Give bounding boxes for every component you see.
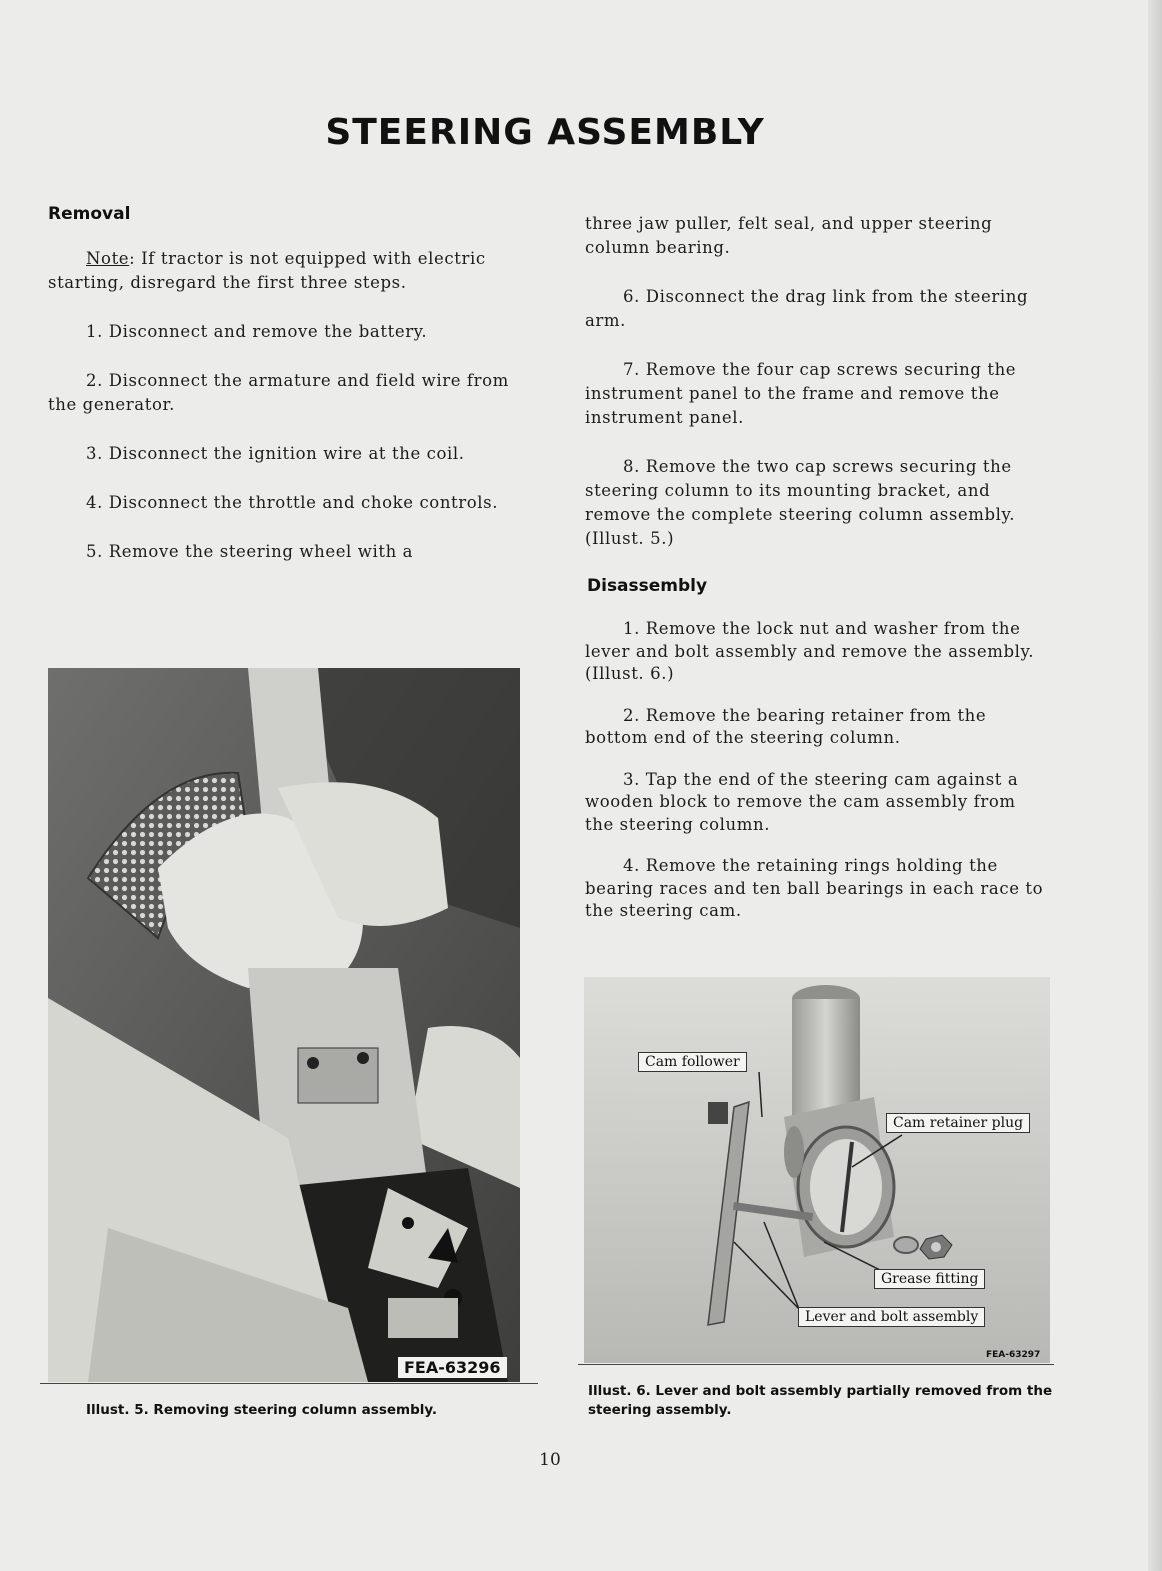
illust-6-rule	[578, 1364, 1054, 1365]
page-number: 10	[539, 1450, 561, 1470]
disassembly-step-3: 3. Tap the end of the steering cam against a wooden block to remove the cam assembly from the steering column.	[585, 769, 1019, 834]
disassembly-step-2: 2. Remove the bearing retainer from the bottom end of the steering column.	[585, 705, 987, 747]
removal-step-2: 2. Disconnect the armature and field wire from the generator.	[48, 371, 509, 414]
removal-step-3: 3. Disconnect the ignition wire at the coil.	[86, 444, 465, 463]
disassembly-column	[585, 618, 1045, 942]
illust-5-figure-id: FEA-63296	[398, 1357, 507, 1378]
page-edge	[1148, 0, 1162, 1571]
disassembly-heading: Disassembly	[587, 576, 708, 596]
page-title: STEERING ASSEMBLY	[325, 112, 765, 153]
removal-step-5-part-2: three jaw puller, felt seal, and upper steering column bearing.	[585, 214, 993, 257]
removal-step-6: 6. Disconnect the drag link from the steering arm.	[585, 287, 1029, 330]
callout-cam-retainer-plug: Cam retainer plug	[886, 1113, 1030, 1133]
removal-step-1: 1. Disconnect and remove the battery.	[86, 322, 428, 341]
note-text: : If tractor is not equipped with electric starting, disregard the first three steps.	[48, 249, 486, 292]
illust-5-caption: Illust. 5. Removing steering column assembly.	[86, 1402, 438, 1418]
callout-grease-fitting: Grease fitting	[874, 1269, 985, 1289]
illust-6-photo	[584, 977, 1050, 1363]
illust-6-figure-id: FEA-63297	[986, 1350, 1041, 1360]
illust-6-caption: Illust. 6. Lever and bolt assembly partially removed from the steering assembly.	[588, 1383, 1053, 1418]
illust-6-drawing	[584, 977, 1050, 1363]
callout-lever-and-bolt-assembly: Lever and bolt assembly	[798, 1307, 985, 1327]
removal-left-column	[48, 247, 518, 589]
callout-cam-follower: Cam follower	[638, 1052, 747, 1072]
illust-5-rule	[40, 1383, 538, 1384]
removal-step-7: 7. Remove the four cap screws securing the instrument panel to the frame and remove the instrument panel.	[585, 360, 1017, 427]
note-paragraph	[48, 247, 518, 295]
disassembly-step-1: 1. Remove the lock nut and washer from the lever and bolt assembly and remove the assembly. (Illust. 6.)	[585, 619, 1035, 683]
disassembly-step-4: 4. Remove the retaining rings holding the bearing races and ten ball bearings in each race to the steering cam.	[585, 856, 1044, 920]
removal-step-5-part-1: 5. Remove the steering wheel with a	[86, 542, 414, 561]
removal-step-4: 4. Disconnect the throttle and choke controls.	[86, 493, 499, 512]
note-label: Note	[86, 249, 130, 268]
removal-right-column	[585, 212, 1045, 576]
removal-step-8: 8. Remove the two cap screws securing the steering column to its mounting bracket, and remove the complete steering column assembly. (Illust. 5.)	[585, 457, 1016, 548]
removal-heading: Removal	[48, 204, 131, 224]
illust-5-drawing	[48, 668, 520, 1382]
illust-5-photo	[48, 668, 520, 1382]
